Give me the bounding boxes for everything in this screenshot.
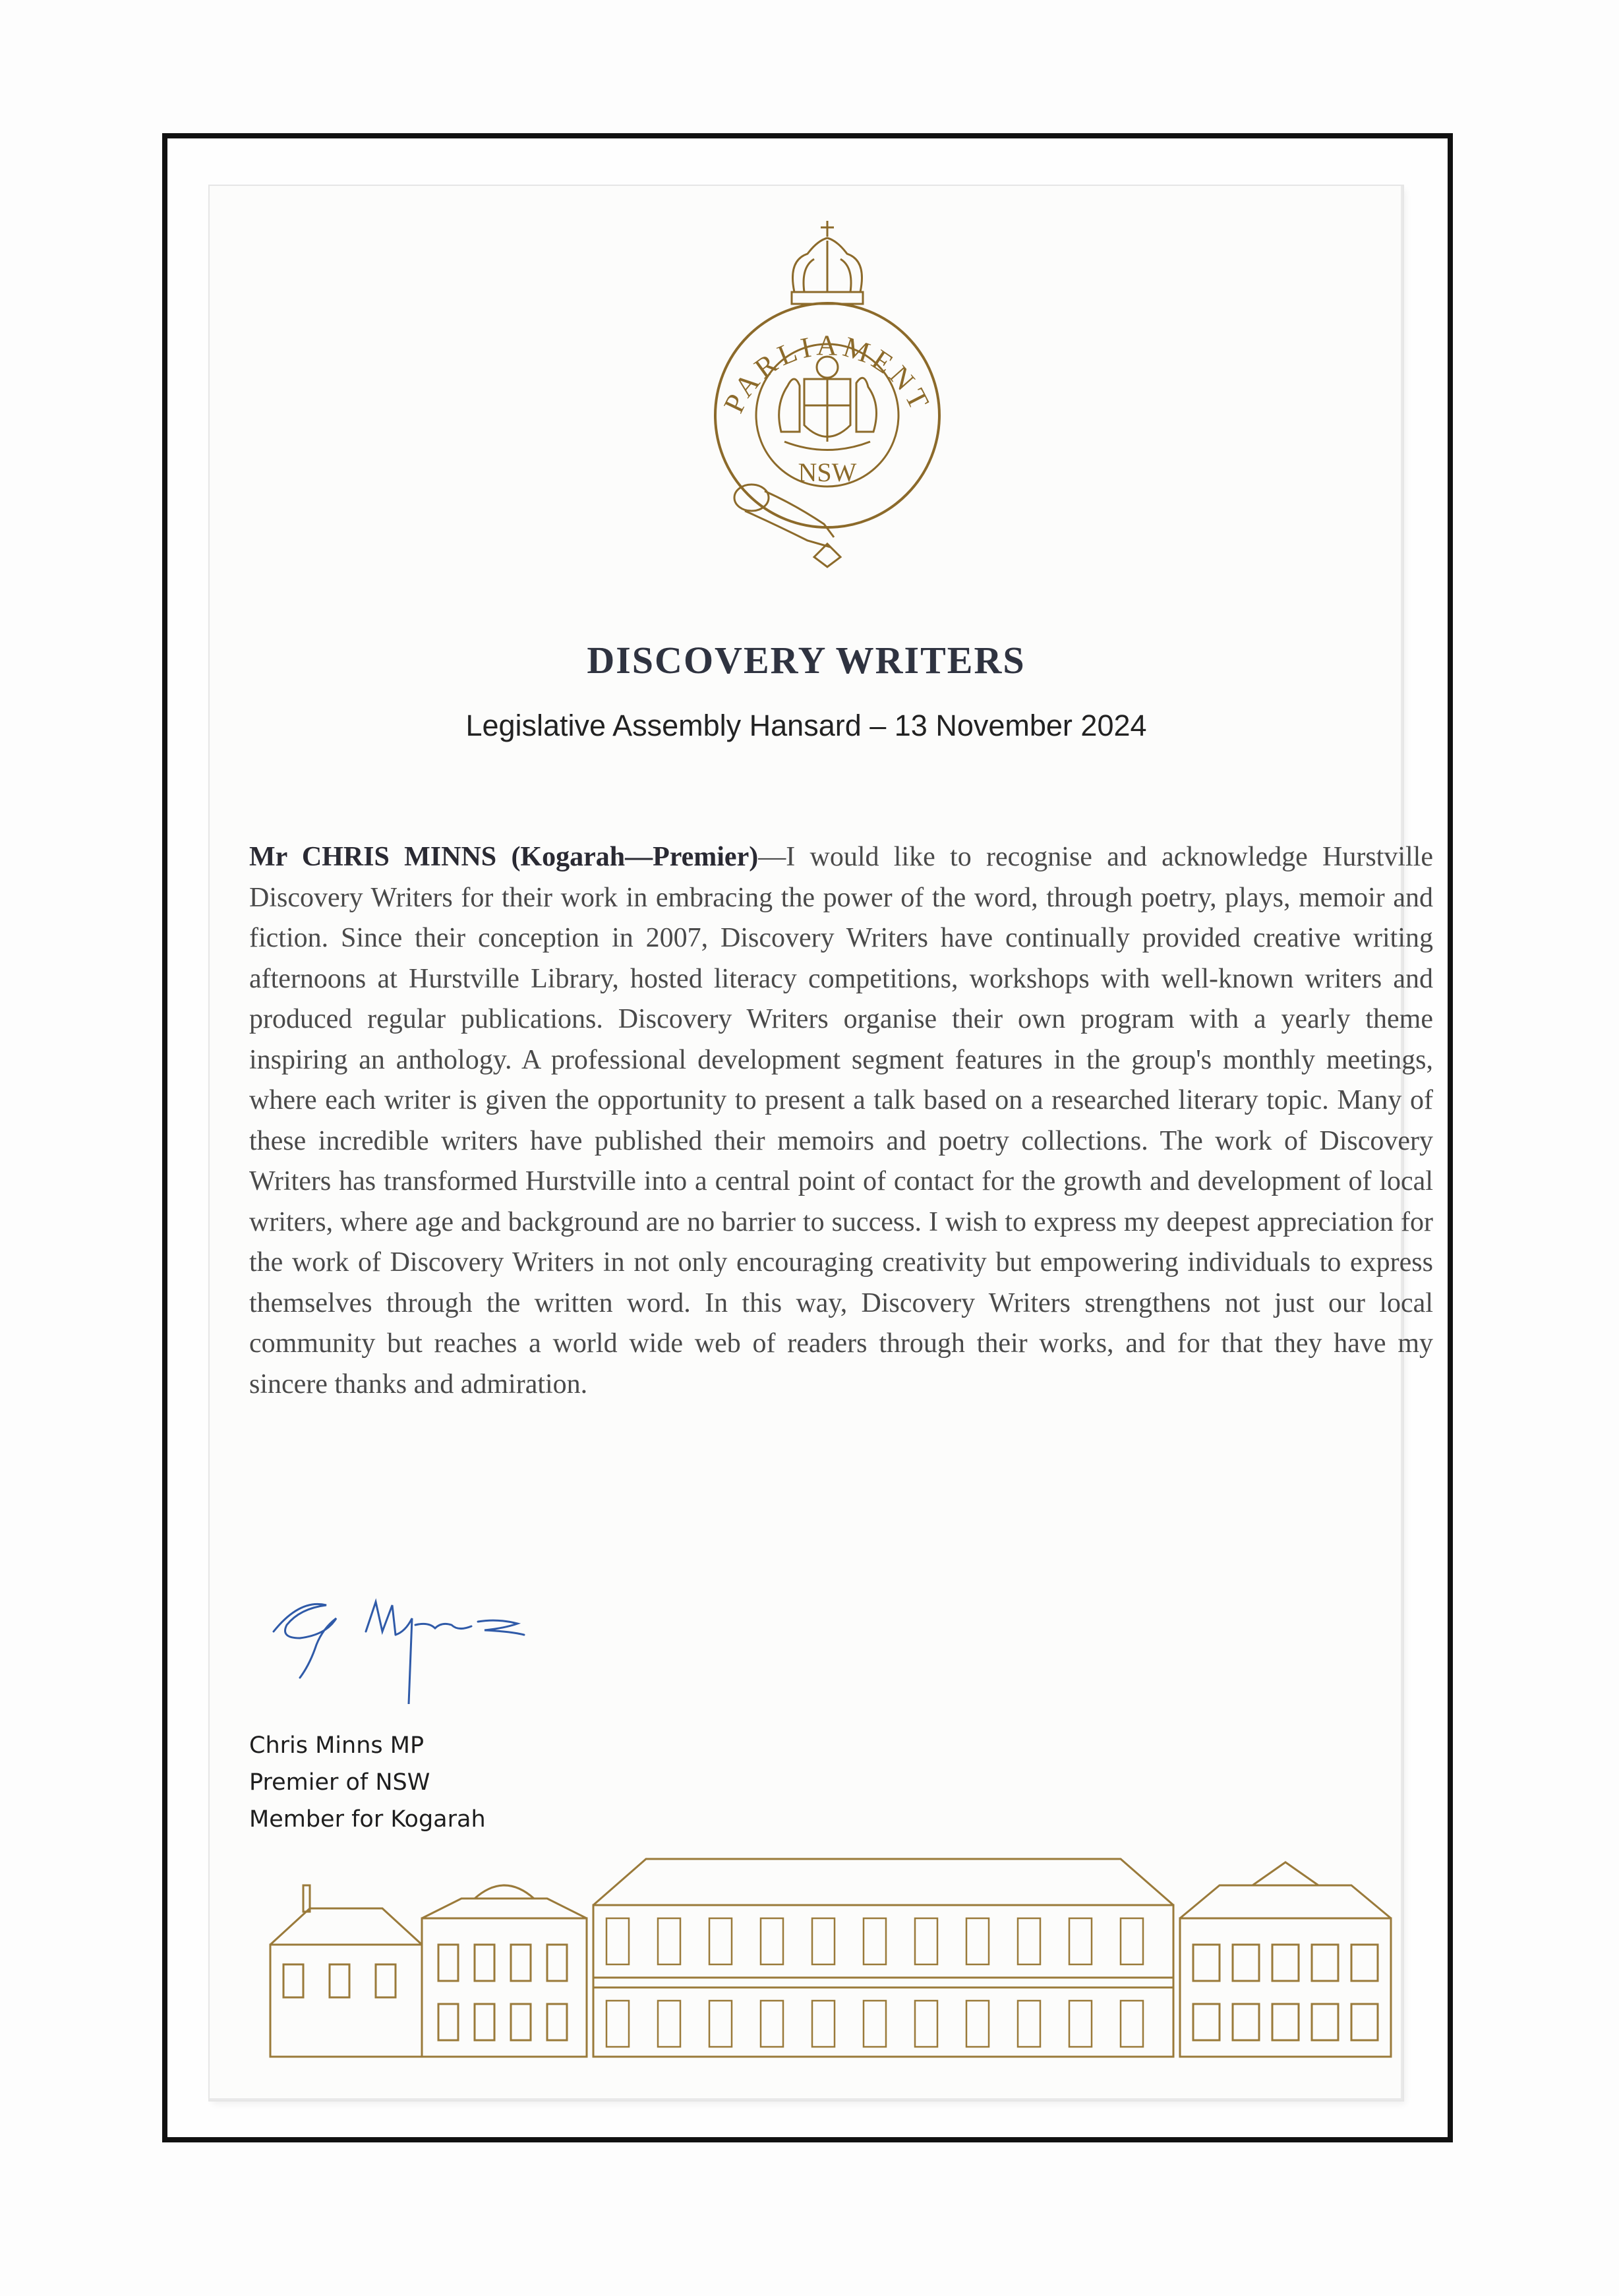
signatory-name: Chris Minns MP (249, 1732, 425, 1759)
building-window (606, 2001, 629, 2047)
building-window (658, 1918, 680, 1964)
speaker-name: Mr CHRIS MINNS (Kogarah—Premier) (249, 842, 759, 872)
building-window (1018, 2001, 1040, 2047)
building-window (812, 2001, 835, 2047)
building-window (658, 2001, 680, 2047)
building-window (864, 2001, 886, 2047)
building-window (709, 2001, 732, 2047)
building-window (1121, 2001, 1143, 2047)
document-title: DISCOVERY WRITERS (587, 639, 1026, 682)
building-window (1121, 1918, 1143, 1964)
parliament-building-illustration (264, 1846, 1404, 2063)
hansard-statement (249, 837, 1433, 1405)
building-window (761, 1918, 783, 1964)
building-window (812, 1918, 835, 1964)
parliament-nsw-crest-icon (695, 214, 959, 583)
building-window (1069, 1918, 1092, 1964)
building-window (864, 1918, 886, 1964)
handwritten-signature (260, 1572, 577, 1704)
building-window (1018, 1918, 1040, 1964)
signatory-electorate: Member for Kogarah (249, 1806, 486, 1833)
building-window (915, 2001, 937, 2047)
crest-arc-text: PARLIAMENT (717, 329, 937, 418)
building-window (761, 2001, 783, 2047)
building-window (966, 2001, 989, 2047)
document-subtitle: Legislative Assembly Hansard – 13 November 2024 (465, 709, 1147, 742)
signatory-role: Premier of NSW (249, 1769, 430, 1796)
building-window (709, 1918, 732, 1964)
building-window (915, 1918, 937, 1964)
signature-block (249, 1727, 486, 1838)
building-window (966, 1918, 989, 1964)
crest-label: NSW (798, 457, 857, 487)
building-window (606, 1918, 629, 1964)
statement-body: —I would like to recognise and acknowledge Hurstville Discovery Writers for their work in embracing the power of the word, through poetry, plays, memoir and fiction. Since their conception in 2007, Discovery Writers have continually provided creative writing afternoons at Hurstville Library, hosted literacy competitions, workshops with well-known writers and produced regular publications. Discovery Writers organise their own program with a yearly theme inspiring an anthology. A professional development segment features in the group's monthly meetings, where each writer is given the opportunity to present a talk based on a researched literary topic. Many of these incredible writers have published their memoirs and poetry collections. The work of Discovery Writers has transformed Hurstville into a central point of contact for the growth and development of local writers, where age and background are no barrier to success. I wish to express my deepest appreciation for the work of Discovery Writers in not only encouraging creativity but empowering individuals to express themselves through the written word. In this way, Discovery Writers strengthens not just our local community but reaches a world wide web of readers through their works, and for that they have my sincere thanks and admiration. (249, 842, 1433, 1399)
building-window (1069, 2001, 1092, 2047)
